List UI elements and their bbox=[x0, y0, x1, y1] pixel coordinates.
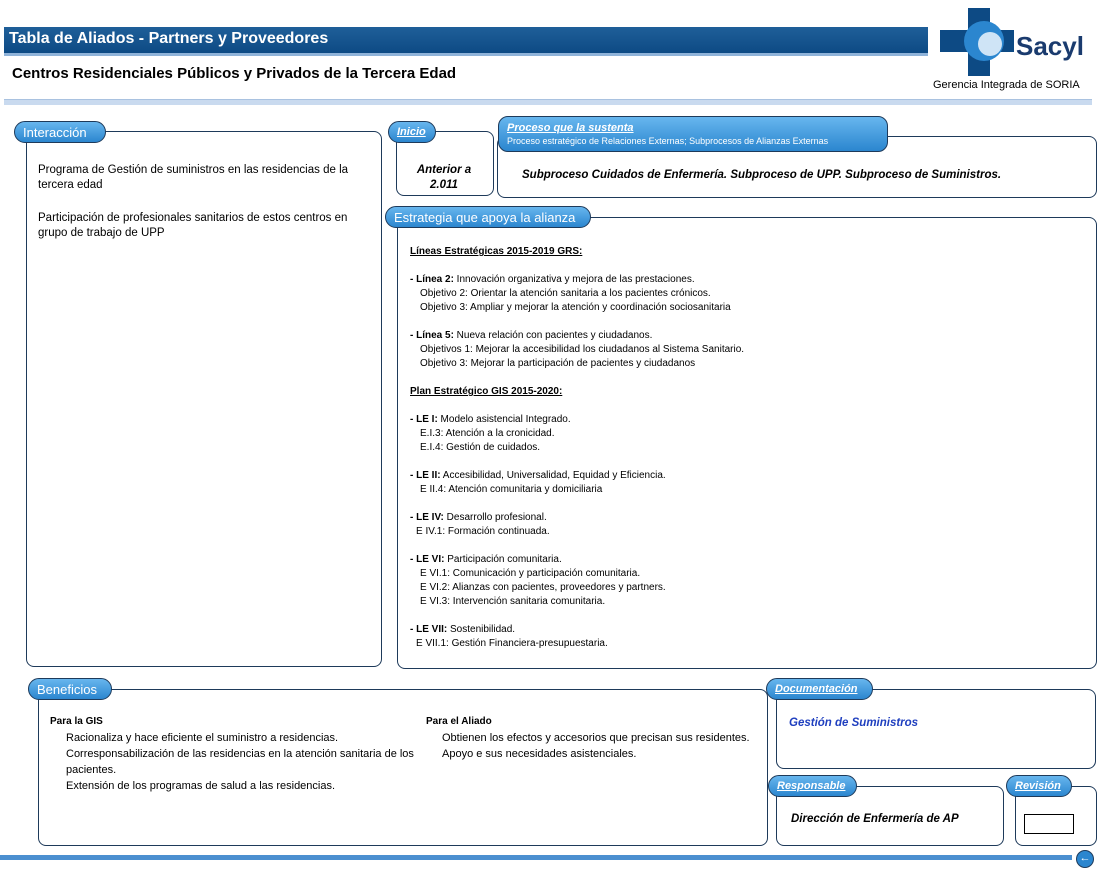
revision-label[interactable]: Revisión bbox=[1006, 775, 1072, 797]
inicio-value-1: Anterior a bbox=[416, 164, 472, 176]
le-6-c: E VI.3: Intervención sanitaria comunitaria. bbox=[420, 596, 606, 607]
linea-5: - Línea 5: Nueva relación con pacientes y ciudadanos. bbox=[410, 330, 653, 341]
beneficios-gis-heading: Para la GIS bbox=[50, 716, 103, 727]
linea-2: - Línea 2: Innovación organizativa y mejora de las prestaciones. bbox=[410, 274, 695, 285]
page-title: Tabla de Aliados - Partners y Proveedores bbox=[9, 30, 329, 47]
beneficios-aliado-item-1: Obtienen los efectos y accesorios que precisan sus residentes. bbox=[442, 732, 750, 744]
le-2-a: E II.4: Atención comunitaria y domiciliaria bbox=[420, 484, 603, 495]
le-6: - LE VI: Participación comunitaria. bbox=[410, 554, 562, 565]
inicio-label[interactable]: Inicio bbox=[388, 121, 436, 143]
le-7: - LE VII: Sostenibilidad. bbox=[410, 624, 516, 635]
grs-heading: Líneas Estratégicas 2015-2019 GRS: bbox=[410, 246, 583, 257]
gerencia-label: Gerencia Integrada de SORIA bbox=[933, 79, 1080, 91]
responsable-value: Dirección de Enfermería de AP bbox=[791, 813, 959, 825]
le-1: - LE I: Modelo asistencial Integrado. bbox=[410, 414, 571, 425]
linea-5-obj3: Objetivo 3: Mejorar la participación de pacientes y ciudadanos bbox=[420, 358, 696, 369]
beneficios-gis-item-1: Racionaliza y hace eficiente el suministro a residencias. bbox=[66, 732, 339, 744]
beneficios-gis bbox=[50, 714, 420, 794]
inicio-value-2: 2.011 bbox=[430, 179, 458, 191]
beneficios-aliado bbox=[426, 714, 756, 762]
logo-text: Sacyl bbox=[1016, 31, 1084, 61]
le-1-b: E.I.4: Gestión de cuidados. bbox=[420, 442, 541, 453]
beneficios-aliado-item-2: Apoyo e sus necesidades asistenciales. bbox=[442, 748, 637, 760]
page-subtitle: Centros Residenciales Públicos y Privados de la Tercera Edad bbox=[12, 65, 457, 82]
le-4-a: E IV.1: Formación continuada. bbox=[416, 526, 550, 537]
estrategia-label: Estrategia que apoya la alianza bbox=[385, 206, 591, 228]
proceso-header bbox=[498, 116, 888, 152]
back-arrow-icon[interactable]: ← bbox=[1076, 850, 1094, 868]
le-2: - LE II: Accesibilidad, Universalidad, Equidad y Eficiencia. bbox=[410, 470, 666, 481]
proceso-label[interactable]: Proceso que la sustenta bbox=[507, 122, 634, 134]
responsable-label[interactable]: Responsable bbox=[768, 775, 857, 797]
revision-field[interactable] bbox=[1024, 814, 1074, 834]
linea-2-obj3: Objetivo 3: Ampliar y mejorar la atención y coordinación sociosanitaria bbox=[420, 302, 731, 313]
le-4: - LE IV: Desarrollo profesional. bbox=[410, 512, 547, 523]
documentacion-value[interactable]: Gestión de Suministros bbox=[789, 717, 919, 729]
interaccion-text-1: Programa de Gestión de suministros en las residencias de la tercera edad bbox=[38, 164, 349, 191]
proceso-value: Subproceso Cuidados de Enfermería. Subproceso de UPP. Subproceso de Suministros. bbox=[522, 169, 1002, 181]
estrategia-content bbox=[410, 245, 1080, 651]
beneficios-aliado-heading: Para el Aliado bbox=[426, 716, 492, 727]
gis-heading: Plan Estratégico GIS 2015-2020: bbox=[410, 386, 563, 397]
linea-2-obj2: Objetivo 2: Orientar la atención sanitaria a los pacientes crónicos. bbox=[420, 288, 711, 299]
linea-5-obj1: Objetivos 1: Mejorar la accesibilidad los ciudadanos al Sistema Sanitario. bbox=[420, 344, 745, 355]
le-7-a: E VII.1: Gestión Financiera-presupuestaria. bbox=[416, 638, 608, 649]
interaccion-text-2: Participación de profesionales sanitarios de estos centros en grupo de trabajo de UPP bbox=[38, 212, 348, 239]
bottom-bar bbox=[0, 855, 1072, 860]
interaccion-label: Interacción bbox=[14, 121, 106, 143]
title-bar bbox=[4, 27, 928, 56]
documentacion-label[interactable]: Documentación bbox=[766, 678, 873, 700]
le-1-a: E.I.3: Atención a la cronicidad. bbox=[420, 428, 555, 439]
beneficios-label: Beneficios bbox=[28, 678, 112, 700]
le-6-b: E VI.2: Alianzas con pacientes, proveedores y partners. bbox=[420, 582, 666, 593]
le-6-a: E VI.1: Comunicación y participación comunitaria. bbox=[420, 568, 641, 579]
proceso-sublabel: Proceso estratégico de Relaciones Externas; Subprocesos de Alianzas Externas bbox=[507, 136, 829, 146]
header-separator bbox=[4, 99, 1092, 105]
beneficios-gis-item-2: Corresponsabilización de las residencias en la atención sanitaria de los pacientes. bbox=[66, 748, 414, 776]
beneficios-gis-item-3: Extensión de los programas de salud a las residencias. bbox=[66, 780, 336, 792]
